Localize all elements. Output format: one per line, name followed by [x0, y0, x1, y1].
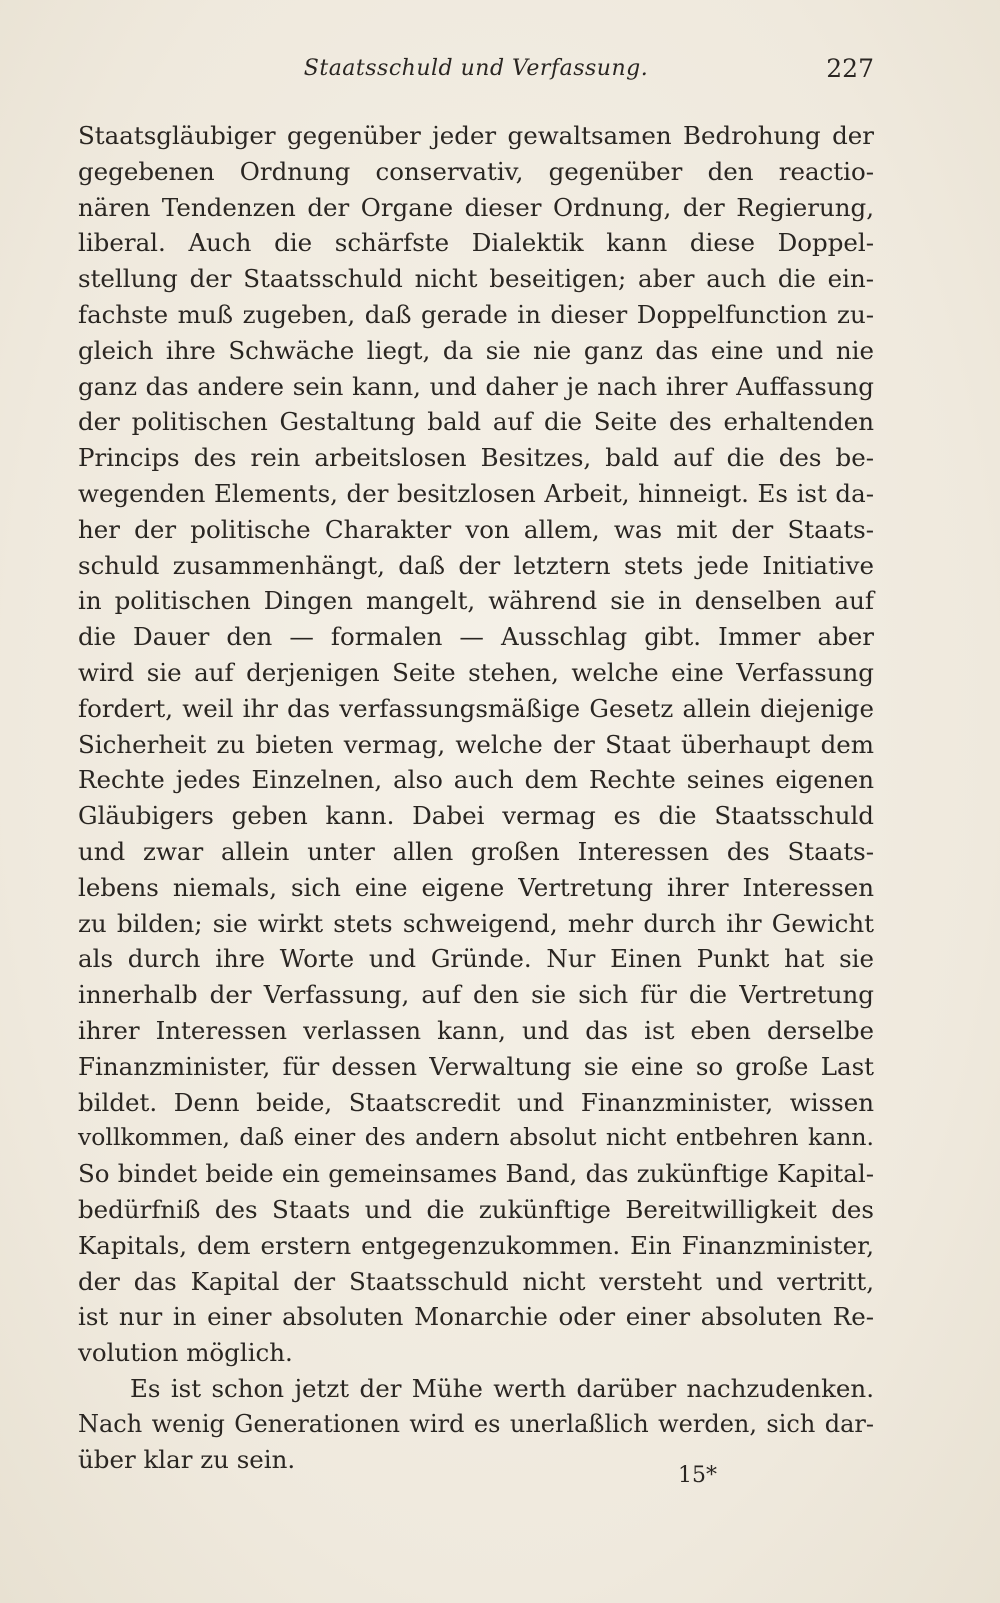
signature-mark: 15* [678, 1463, 717, 1488]
text-line: vollkommen, daß einer des andern absolut nicht entbehren kann. [78, 1123, 874, 1152]
text-line: liberal. Auch die schärfste Dialektik kann diese Doppel- [78, 228, 874, 258]
text-line: über klar zu sein. [78, 1445, 296, 1475]
text-line: ganz das andere sein kann, und daher je nach ihrer Auffassung [78, 371, 874, 401]
body-text [78, 118, 874, 1478]
text-line: Rechte jedes Einzelnen, also auch dem Rechte seines eigenen [78, 765, 874, 795]
text-line: lebens niemals, sich eine eigene Vertretung ihrer Interessen [78, 872, 874, 902]
text-line: gegebenen Ordnung conservativ, gegenüber den reactio- [78, 156, 874, 186]
text-line: ist nur in einer absoluten Monarchie oder einer absoluten Re- [78, 1302, 874, 1332]
text-line: fordert, weil ihr das verfassungsmäßige Gesetz allein diejenige [78, 693, 874, 723]
text-line: Es ist schon jetzt der Mühe werth darüber nachzudenken. [130, 1373, 874, 1403]
text-line: in politischen Dingen mangelt, während sie in denselben auf [78, 586, 874, 616]
text-line: nären Tendenzen der Organe dieser Ordnung, der Regierung, [78, 192, 874, 222]
text-line: und zwar allein unter allen großen Interessen des Staats- [78, 836, 874, 866]
text-line: gleich ihre Schwäche liegt, da sie nie ganz das eine und nie [78, 335, 874, 365]
text-line: fachste muß zugeben, daß gerade in dieser Doppelfunction zu- [78, 299, 874, 329]
text-line: wird sie auf derjenigen Seite stehen, welche eine Verfassung [78, 657, 874, 687]
text-line: bildet. Denn beide, Staatscredit und Finanzminister, wissen [78, 1087, 874, 1117]
text-line: Finanzminister, für dessen Verwaltung sie eine so große Last [78, 1051, 874, 1081]
text-line: So bindet beide ein gemeinsames Band, das zukünftige Kapital- [78, 1159, 874, 1189]
text-line: volution möglich. [78, 1338, 293, 1368]
text-line: als durch ihre Worte und Gründe. Nur Einen Punkt hat sie [78, 944, 874, 974]
text-line: her der politische Charakter von allem, was mit der Staats- [78, 514, 874, 544]
text-line: ihrer Interessen verlassen kann, und das ist eben derselbe [78, 1015, 874, 1045]
text-line: innerhalb der Verfassung, auf den sie sich für die Vertretung [78, 980, 874, 1010]
text-line: der politischen Gestaltung bald auf die Seite des erhaltenden [78, 407, 874, 437]
text-line: Sicherheit zu bieten vermag, welche der Staat überhaupt dem [78, 729, 874, 759]
page-number: 227 [826, 54, 874, 83]
text-line: Gläubigers geben kann. Dabei vermag es die Staatsschuld [78, 801, 874, 831]
text-line: bedürfniß des Staats und die zukünftige Bereitwilligkeit des [78, 1194, 874, 1224]
text-line: stellung der Staatsschuld nicht beseitigen; aber auch die ein- [78, 264, 874, 294]
page-header [78, 56, 874, 96]
text-line: Kapitals, dem erstern entgegenzukommen. Ein Finanzminister, [78, 1230, 874, 1260]
text-line: zu bilden; sie wirkt stets schweigend, mehr durch ihr Gewicht [78, 908, 874, 938]
text-line: Princips des rein arbeitslosen Besitzes, bald auf die des be- [78, 443, 874, 473]
text-line: der das Kapital der Staatsschuld nicht versteht und vertritt, [78, 1266, 874, 1296]
text-line: die Dauer den — formalen — Ausschlag gibt. Immer aber [78, 622, 874, 652]
text-line: Nach wenig Generationen wird es unerlaßlich werden, sich dar- [78, 1409, 874, 1438]
text-line: Staatsgläubiger gegenüber jeder gewaltsamen Bedrohung der [78, 121, 874, 150]
running-title: Staatsschuld und Verfassung. [303, 56, 649, 81]
text-line: schuld zusammenhängt, daß der letztern stets jede Initiative [78, 550, 874, 580]
text-line: wegenden Elements, der besitzlosen Arbeit, hinneigt. Es ist da- [78, 478, 874, 508]
